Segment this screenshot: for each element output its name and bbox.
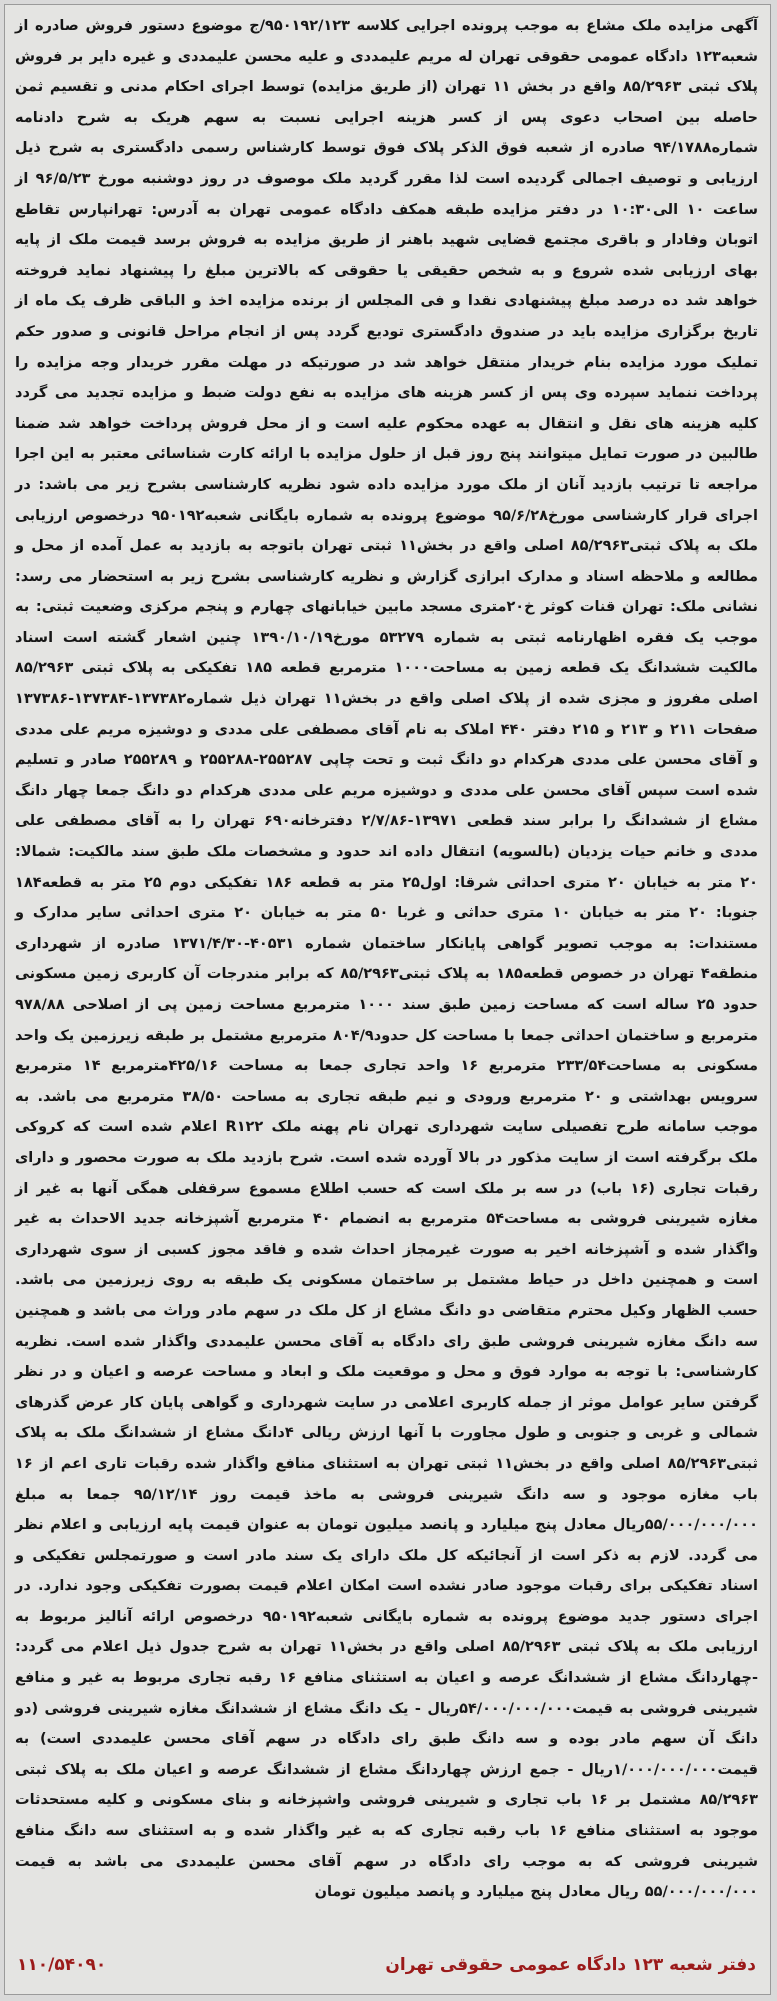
notice-code: ۱۱۰/۵۴۰۹۰: [17, 1955, 107, 1975]
notice-footer: [17, 1948, 756, 1982]
court-office-signature: دفتر شعبه ۱۲۳ دادگاه عمومی حقوقی تهران: [385, 1955, 756, 1975]
newspaper-notice: [4, 4, 771, 1995]
notice-body: آگهی مزایده ملک مشاع به موجب پرونده اجرایی کلاسه ۹۵۰۱۹۲/۱۲۳/ج موضوع دستور فروش صادره از شعبه۱۲۳ دادگاه عمومی حقوقی تهران له مریم علیمددی و علیه محسن علیمددی و غیره دایر بر فروش پلاک ثبتی ۸۵/۲۹۶۳ واقع در بخش ۱۱ تهران (از طریق مزایده) توسط اجرای احکام مدنی و تقسیم ثمن حاصله بین اصحاب دعوی پس از کسر هزینه اجرایی نسبت به سهم هریک به شرح دادنامه شماره۹۴/۱۷۸۸ صادره از شعبه فوق الذکر پلاک فوق توسط کارشناس رسمی دادگستری به شرح ذیل ارزیابی و توصیف اجمالی گردیده است لذا مقرر گردید ملک موصوف در روز دوشنبه مورخ ۹۶/۵/۲۳ از ساعت ۱۰ الی۱۰:۳۰ در دفتر مزایده طبقه همکف دادگاه عمومی تهران به آدرس: تهرانپارس تقاطع اتوبان وفادار و باقری مجتمع قضایی شهید باهنر از طریق مزایده به فروش برسد قیمت ملک از پایه بهای ارزیابی شده شروع و به شخص حقیقی یا حقوقی که بالاترین مبلغ را پیشنهاد نماید فروخته خواهد شد ده درصد مبلغ پیشنهادی نقدا و فی المجلس از برنده مزایده اخذ و الباقی ظرف یک ماه از تاریخ برگزاری مزایده باید در صندوق دادگستری تودیع گردد پس از انجام مراحل قانونی و صدور حکم تملیک مورد مزایده بنام خریدار منتقل خواهد شد در صورتیکه در مهلت مقرر خریدار وجه مزایده را پرداخت ننماید سپرده وی پس از کسر هزینه های مزایده به نفع دولت ضبط و مزایده تجدید می گردد کلیه هزینه های نقل و انتقال به عهده محکوم علیه است و از محل فروش پرداخت خواهد شد ضمنا طالبین در صورت تمایل میتوانند پنج روز قبل از حلول مزایده با ارائه کارت شناسائی معتبر به این اجرا مراجعه تا ترتیب بازدید آنان از ملک مورد مزایده داده شود نظریه کارشناسی بشرح زیر می باشد: در اجرای قرار کارشناسی مورخ۹۵/۶/۲۸ موضوع پرونده به شماره بایگانی شعبه۹۵۰۱۹۲ درخصوص ارزیابی ملک به پلاک ثبتی۸۵/۲۹۶۳ اصلی واقع در بخش۱۱ ثبتی تهران باتوجه به بازدید به عمل آمده از محل و مطالعه و ملاحظه اسناد و مدارک ابرازی گزارش و نظریه کارشناسی بشرح زیر به استحضار می رسد: نشانی ملک: تهران قنات کوثر خ۲۰متری مسجد مابین خیابانهای چهارم و پنجم مرکزی وضعیت ثبتی: به موجب یک فقره اظهارنامه ثبتی به شماره ۵۳۲۷۹ مورخ۱۳۹۰/۱۰/۱۹ چنین اشعار گشته است اسناد مالکیت ششدانگ یک قطعه زمین به مساحت۱۰۰۰ مترمربع قطعه ۱۸۵ تفکیکی به پلاک ثبتی ۸۵/۲۹۶۳ اصلی مفروز و مجزی شده از پلاک اصلی واقع در بخش۱۱ تهران ذیل شماره۱۳۷۳۸۲-۱۳۷۳۸۴-۱۳۷۳۸۶ صفحات ۲۱۱ و ۲۱۳ و ۲۱۵ دفتر ۴۴۰ املاک به نام آقای مصطفی علی مددی و دوشیزه مریم علی مددی و آقای محسن علی مددی هرکدام دو دانگ ثبت و تحت چاپی ۲۵۵۲۸۷-۲۵۵۲۸۸ و ۲۵۵۲۸۹ صادر و تسلیم شده است سپس آقای محسن علی مددی و دوشیزه مریم علی مددی هرکدام دو دانگ جمعا چهار دانگ مشاع از ششدانگ را برابر سند قطعی ۱۳۹۷۱-۲/۷/۸۶ دفترخانه۶۹۰ تهران را به آقای مصطفی علی مددی و خانم حیات یزدیان (بالسویه) انتقال داده اند حدود و مشخصات ملک طبق سند مالکیت: شمالا: ۲۰ متر به خیابان ۲۰ متری احداثی شرقا: اول۲۵ متر به قطعه ۱۸۶ تفکیکی دوم ۲۵ متر به قطعه۱۸۴ جنوبا: ۲۰ متر به خیابان ۱۰ متری حداثی و غربا ۵۰ متر به خیابان ۲۰ متری احداثی سایر مدارک و مستندات: به موجب تصویر گواهی پایانکار ساختمان شماره ۴۰۵۳۱-۱۳۷۱/۴/۳۰ صادره از شهرداری منطقه۴ تهران در خصوص قطعه۱۸۵ به پلاک ثبتی۸۵/۲۹۶۳ که برابر مندرجات آن کاربری زمین مسکونی حدود ۲۵ ساله است که مساحت زمین طبق سند ۱۰۰۰ مترمربع مساحت زمین پی از اصلاحی ۹۷۸/۸۸ مترمربع و ساختمان احداثی جمعا با مساحت کل حدود۸۰۴/۹ مترمربع مشتمل بر طبقه زیرزمین یک واحد مسکونی به مساحت۲۳۳/۵۴ مترمربع ۱۶ واحد تجاری جمعا به مساحت ۴۲۵/۱۶مترمربع ۱۴ مترمربع سرویس بهداشتی و ۲۰ مترمربع ورودی و نیم طبقه تجاری به مساحت ۳۸/۵۰ مترمربع می باشد. به موجب سامانه طرح تفصیلی سایت شهرداری تهران نام پهنه ملک R۱۲۲ اعلام شده است که کروکی ملک برگرفته است از سایت مذکور در بالا آورده شده است. شرح بازدید ملک به صورت محصور و دارای رقبات تجاری (۱۶ باب) در سه بر ملک است که حسب اطلاع مسموع سرقفلی همگی آنها به غیر از مغازه شیرینی فروشی به مساحت۵۴ مترمربع به انضمام ۴۰ مترمربع آشپزخانه جدید الاحداث به غیر واگذار شده و آشپزخانه اخیر به صورت غیرمجاز احداث شده و فاقد مجوز کسبی از سوی شهرداری است و همچنین داخل در حیاط مشتمل بر ساختمان مسکونی یک طبقه به روی زیرزمین می باشد. حسب الظهار وکیل محترم متقاضی دو دانگ مشاع از کل ملک در سهم مادر وراث می باشد و همچنین سه دانگ مغازه شیرینی فروشی طبق رای دادگاه به آقای محسن علیمددی واگذار شده است. نظریه کارشناسی: با توجه به موارد فوق و محل و موقعیت ملک و ابعاد و مساحت عرصه و اعیان و در نظر گرفتن سایر عوامل موثر از جمله کاربری اعلامی در سایت شهرداری و گواهی پایان کار عرض گذرهای شمالی و غربی و جنوبی و طول مجاورت با آنها ارزش ریالی ۴دانگ مشاع از ششدانگ ملک به پلاک ثبتی۸۵/۲۹۶۳ اصلی واقع در بخش۱۱ ثبتی تهران به استثنای منافع واگذار شده رقبات تاری اعم از ۱۶ باب مغازه موجود و سه دانگ شیرینی فروشی به ماخذ قیمت روز ۹۵/۱۲/۱۴ جمعا به مبلغ ۵۵/۰۰۰/۰۰۰/۰۰۰ریال معادل پنج میلیارد و پانصد میلیون تومان به عنوان قیمت پایه ارزیابی و اعلام نظر می گردد. لازم به ذکر است از آنجائیکه کل ملک دارای یک سند مادر است و صورتمجلس تفکیکی و اسناد تفکیکی برای رقبات موجود صادر نشده است امکان اعلام قیمت بصورت تفکیکی وجود ندارد. در اجرای دستور جدید موضوع پرونده به شماره بایگانی شعبه۹۵۰۱۹۲ درخصوص ارائه آنالیز مربوط به ارزیابی ملک به پلاک ثبتی ۸۵/۲۹۶۳ اصلی واقع در بخش۱۱ تهران به شرح جدول ذیل اعلام می گردد: -چهاردانگ مشاع از ششدانگ عرصه و اعیان به استثنای منافع ۱۶ رقبه تجاری مربوط به غیر و منافع شیرینی فروشی به قیمت۵۴/۰۰۰/۰۰۰/۰۰۰ریال - یک دانگ مشاع از ششدانگ مغازه شیرینی فروشی (دو دانگ آن سهم مادر بوده و سه دانگ طبق رای دادگاه در سهم آقای محسن علیمددی است) به قیمت۱/۰۰۰/۰۰۰/۰۰۰ریال - جمع ارزش چهاردانگ مشاع از ششدانگ عرصه و اعیان ملک به پلاک ثبتی ۸۵/۲۹۶۳ مشتمل بر ۱۶ باب تجاری و شیرینی فروشی واشپزخانه و بنای مسکونی و کلیه مستحدثات موجود به استثنای منافع ۱۶ باب رقبه تجاری که به غیر واگذار شده و به استثنای سه دانگ منافع شیرینی فروشی که به موجب رای دادگاه در سهم آقای محسن علیمددی می باشد به قیمت ۵۵/۰۰۰/۰۰۰/۰۰۰ ریال معادل پنج میلیارد و پانصد میلیون تومان: [15, 18, 759, 1901]
